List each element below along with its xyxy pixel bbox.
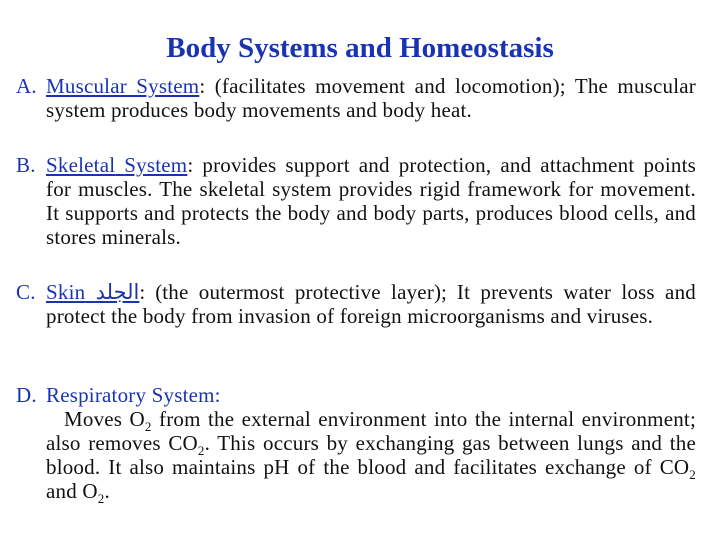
item-respiratory-system [16,383,696,506]
subscript: 2 [689,467,696,482]
item-text: Moves O [64,407,145,431]
item-paragraph [16,153,696,249]
item-heading-colon: : [214,383,221,407]
item-paragraph [16,280,696,328]
item-text: from the external environment into the internal environment; also removes CO [46,407,696,455]
item-letter: A. [16,74,37,98]
item-text: . [104,479,110,503]
item-heading: Muscular System [46,74,200,98]
item-text: : (facilitates movement and locomotion); The muscular system produces body movements and body heat. [46,74,696,122]
subscript: 2 [144,419,152,434]
item-text: and O [46,479,98,503]
subscript: 2 [197,443,205,458]
item-muscular-system [16,74,696,122]
item-letter: B. [16,153,36,177]
item-heading-line [16,383,696,407]
item-text: : provides support and protection, and attachment points for muscles. The skeletal system provides rigid framework for movement. It supports and protects the body and body parts, produces blood cells, and stores minerals. [46,153,696,249]
item-heading-arabic: الجلد [95,280,140,304]
item-skin [16,280,696,328]
slide-title: Body Systems and Homeostasis [166,32,554,64]
item-heading: Respiratory System [46,383,215,407]
item-paragraph [16,407,696,506]
item-text: . This occurs by exchanging gas between lungs and the blood. It also maintains pH of the blood and facilitates exchange of CO [46,431,696,479]
item-skeletal-system [16,153,696,249]
item-text: : (the outermost protective layer); It prevents water loss and protect the body from invasion of foreign microorganisms and viruses. [46,280,696,328]
item-paragraph [16,74,696,122]
item-heading: Skin [46,280,86,304]
item-heading-part1: Skeletal [46,153,116,177]
item-heading-part2: System [124,153,188,177]
item-letter: D. [16,383,37,407]
subscript: 2 [97,491,105,506]
item-letter: C. [16,280,36,304]
